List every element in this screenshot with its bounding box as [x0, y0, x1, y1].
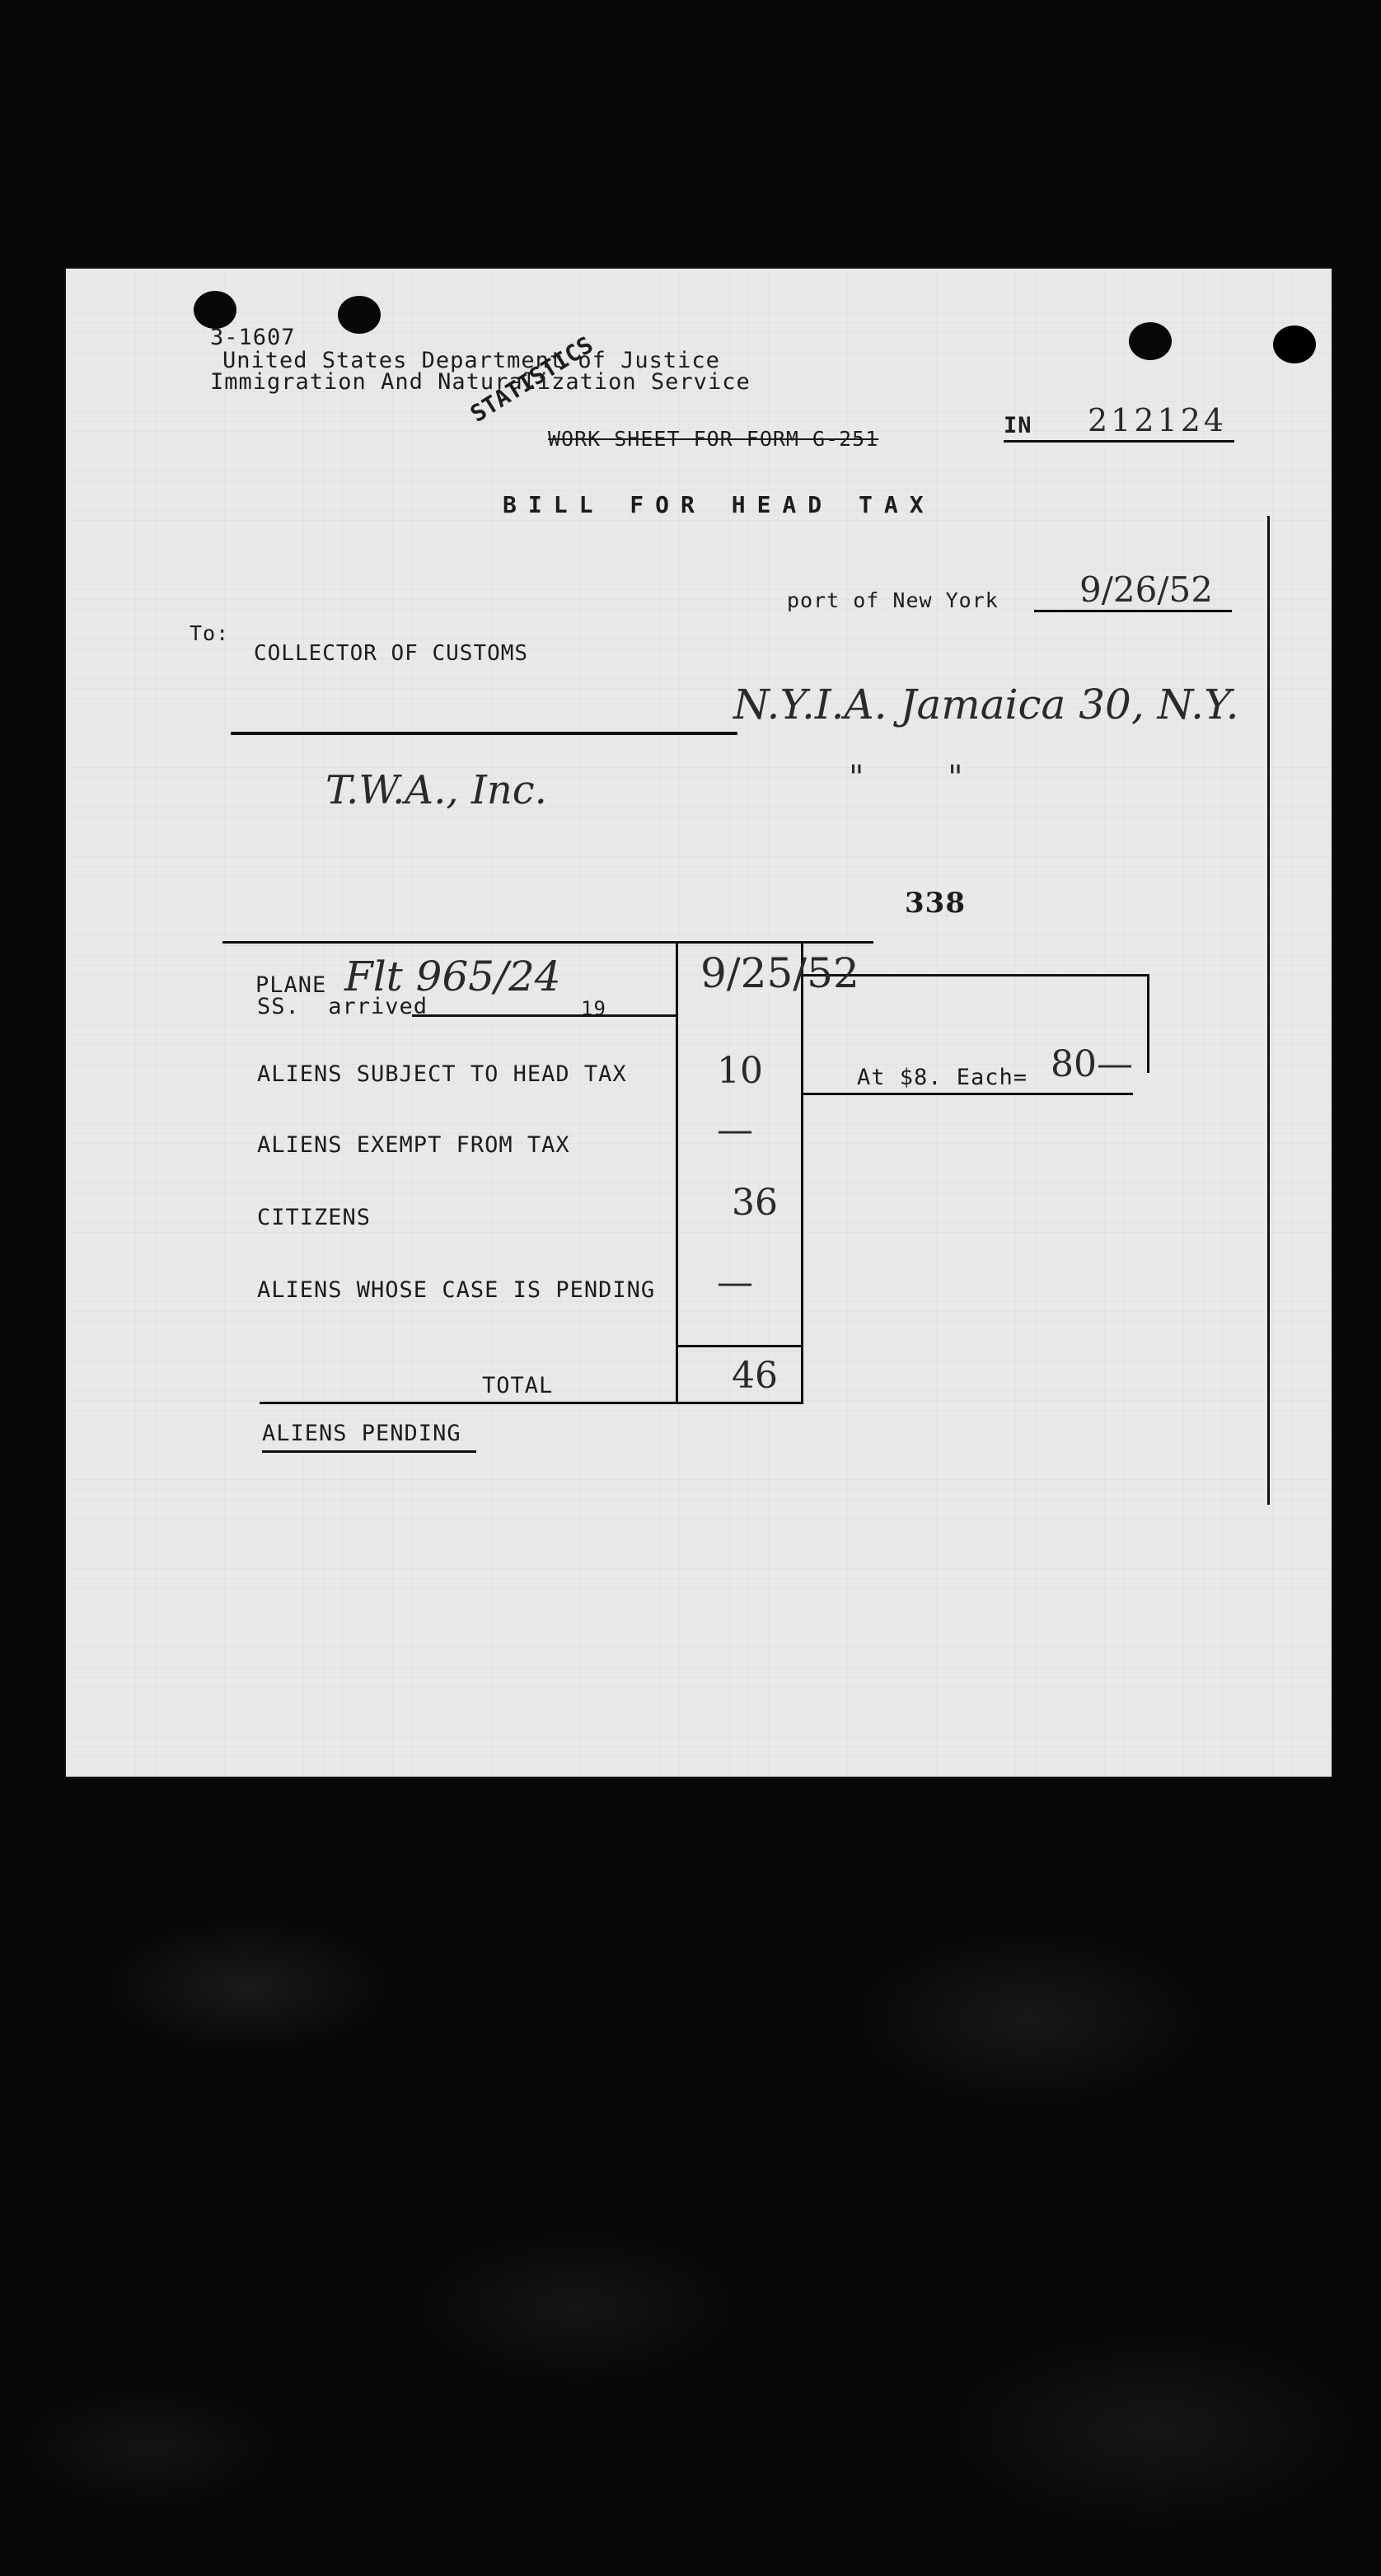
- in-number: 212124: [1088, 402, 1228, 438]
- punch-hole: [1129, 322, 1172, 360]
- port-date-underline: [1034, 610, 1232, 612]
- department-name: United States Department of Justice: [222, 348, 720, 373]
- punch-hole: [338, 296, 381, 334]
- aliens-pending-label: ALIENS PENDING: [262, 1421, 461, 1446]
- statistics-stamp: STATISTICS: [466, 330, 598, 428]
- bill-title: BILL FOR HEAD TAX: [503, 491, 935, 518]
- stamp-number: 338: [905, 887, 966, 920]
- aliens-pending-underline: [262, 1450, 476, 1453]
- table-value-column-right: [801, 941, 803, 1403]
- port-label: port of New York: [787, 588, 999, 612]
- port-date: 9/26/52: [1079, 569, 1213, 610]
- rate-amount: 80—: [1051, 1043, 1133, 1085]
- row-label-subject-to-tax: ALIENS SUBJECT TO HEAD TAX: [257, 1061, 627, 1087]
- plane-label: PLANE: [255, 972, 327, 998]
- background-texture: [0, 1772, 1381, 2576]
- worksheet-title: WORK SHEET FOR FORM G-251: [548, 427, 879, 451]
- rate-box-bottom: [803, 1093, 1133, 1095]
- table-bottom-border: [260, 1402, 803, 1404]
- row-value-citizens: 36: [732, 1182, 778, 1224]
- arrival-date-handwritten: 9/25/52: [700, 949, 859, 997]
- row-label-citizens: CITIZENS: [257, 1205, 372, 1230]
- row-label-exempt: ALIENS EXEMPT FROM TAX: [257, 1132, 570, 1158]
- address-handwritten: N.Y.I.A. Jamaica 30, N.Y.: [733, 681, 1239, 728]
- punch-hole: [1273, 326, 1316, 363]
- collector-label: COLLECTOR OF CUSTOMS: [254, 641, 529, 666]
- table-value-column-left: [676, 941, 678, 1403]
- row-value-exempt: —: [717, 1109, 753, 1151]
- flight-underline: [412, 1014, 676, 1017]
- rate-box-right: [1147, 974, 1149, 1073]
- year-prefix: 19: [581, 997, 606, 1020]
- row-label-pending: ALIENS WHOSE CASE IS PENDING: [257, 1277, 656, 1303]
- ss-arrived-label: SS. arrived: [257, 994, 428, 1019]
- row-value-subject-to-tax: 10: [717, 1050, 763, 1092]
- ditto-marks: " ": [849, 759, 963, 797]
- carrier-handwritten: T.W.A., Inc.: [325, 767, 547, 813]
- total-label: TOTAL: [482, 1373, 554, 1398]
- punch-hole: [194, 291, 236, 329]
- table-top-border: [222, 941, 873, 944]
- row-value-pending: —: [717, 1262, 753, 1304]
- service-name: Immigration And Naturalization Service: [210, 369, 751, 395]
- document-page: [66, 269, 1332, 1777]
- flight-handwritten: Flt 965/24: [344, 953, 561, 1000]
- in-number-underline: [1004, 440, 1234, 443]
- total-top-border: [676, 1345, 803, 1347]
- to-label: To:: [190, 621, 230, 645]
- total-value: 46: [732, 1355, 778, 1397]
- address-line: [231, 732, 737, 735]
- in-label: IN: [1004, 413, 1032, 438]
- margin-rule: [1267, 516, 1270, 1505]
- rate-label: At $8. Each=: [857, 1065, 1028, 1090]
- form-number: 3-1607: [210, 325, 296, 350]
